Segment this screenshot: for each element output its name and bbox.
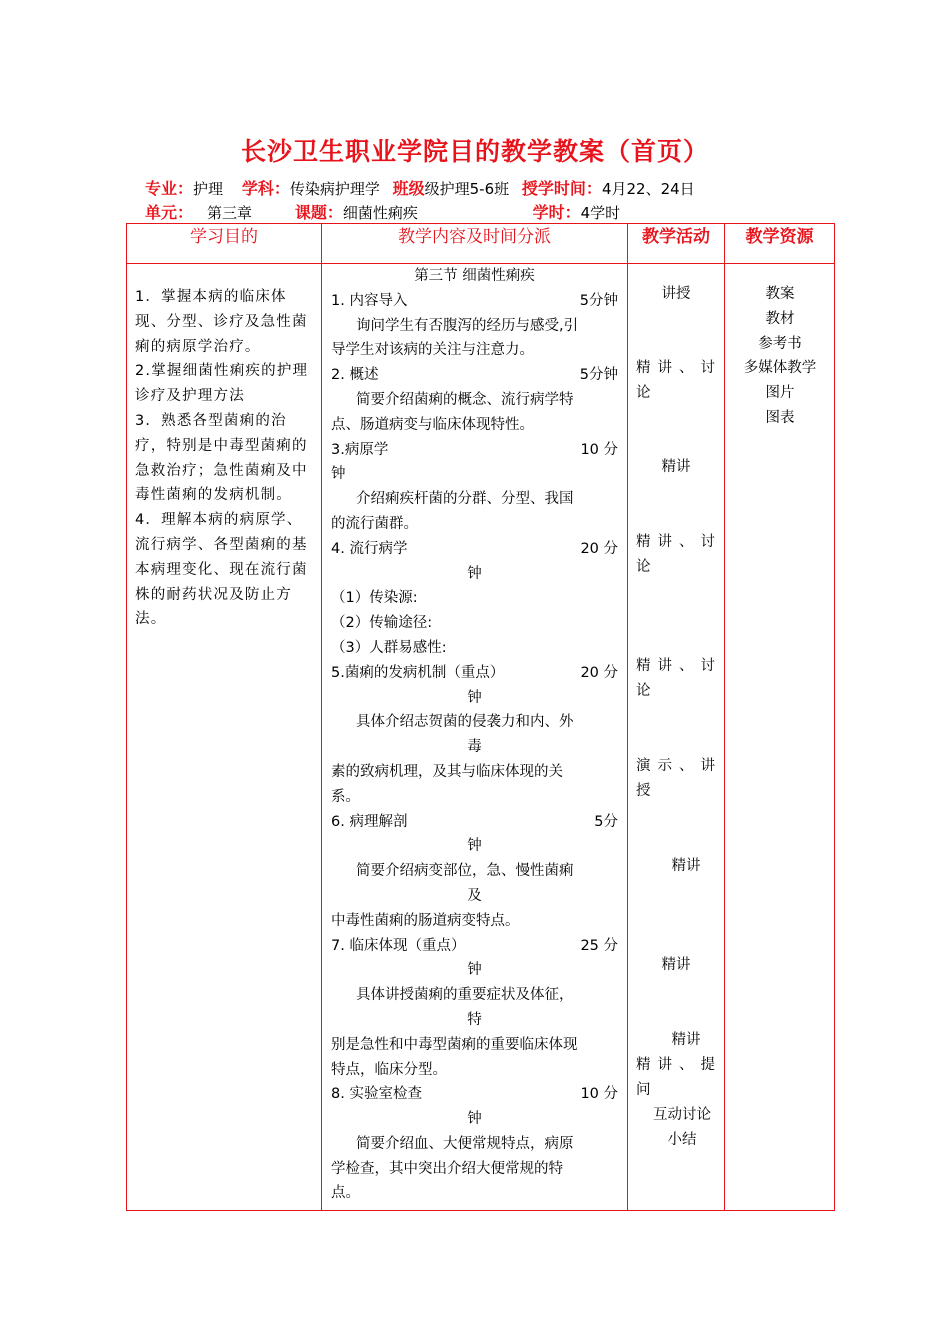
subject-value: 传染病护理学	[289, 180, 380, 198]
item-desc: 系。	[331, 788, 360, 805]
section-title: 第三节 细菌性痢疾	[414, 268, 535, 284]
item-desc: 学检查，其中突出介绍大便常规的特	[331, 1160, 563, 1177]
activity-item: 精讲	[671, 858, 701, 874]
major-value: 护理	[193, 180, 224, 198]
content-item-head: 7. 临床体现（重点） 25 分	[331, 934, 618, 959]
objectives-column	[135, 285, 315, 632]
activity-item: 精讲、讨	[636, 360, 722, 376]
item-time-cont: 钟	[331, 466, 346, 483]
activity-item: 精讲	[661, 957, 691, 973]
item-time: 20 分	[580, 540, 618, 557]
objective-item: 2.掌握细菌性痢疾的护理诊疗及护理方法	[135, 363, 309, 405]
table-border-left	[126, 223, 127, 1211]
item-desc: 的流行菌群。	[331, 515, 418, 532]
activity-item: 论	[636, 385, 651, 401]
unit-value: 第三章	[207, 204, 253, 222]
item-time: 10 分	[580, 1086, 618, 1103]
item-desc: 及	[467, 887, 482, 904]
activity-item: 互动讨论	[653, 1107, 711, 1123]
table-border-bottom	[126, 1210, 835, 1211]
activity-item: 讲授	[661, 286, 691, 302]
item-time-cont: 钟	[467, 962, 482, 979]
resource-item: 多媒体教学	[743, 360, 817, 377]
header-content: 教学内容及时间分派	[398, 227, 551, 247]
activity-item: 精讲、讨	[636, 534, 722, 550]
activity-item: 演示、讲	[636, 758, 722, 774]
subject-label: 学科：	[241, 179, 290, 198]
item-desc: 介绍痢疾杆菌的分群、分型、我国	[356, 491, 574, 508]
item-desc: （1）传染源:	[331, 590, 418, 607]
resource-item: 教案	[765, 286, 795, 302]
activity-item: 精讲	[661, 459, 691, 475]
activity-item: 论	[636, 559, 651, 575]
table-divider-2	[627, 223, 628, 1211]
major-label: 专业：	[145, 179, 194, 198]
objective-item: 4．理解本病的病原学、流行病学、各型菌痢的基本病理变化、现在流行菌株的耐药状况及防止方法。	[135, 512, 308, 628]
item-time: 5分	[594, 813, 618, 830]
item-desc: 简要介绍血、大便常规特点，病原	[356, 1135, 574, 1152]
item-desc: 点。	[331, 1185, 360, 1202]
table-border-right	[834, 223, 835, 1211]
item-desc: 点、肠道病变与临床体现特性。	[331, 416, 534, 433]
content-item-head: 5.菌痢的发病机制（重点） 20 分	[331, 661, 618, 686]
class-value: 级护理5-6班	[424, 180, 510, 198]
item-time-cont: 钟	[467, 838, 482, 855]
header-objectives: 学习目的	[190, 227, 258, 247]
item-time-cont: 钟	[467, 565, 482, 582]
item-desc: （2）传输途径:	[331, 615, 433, 632]
objective-item: 3．熟悉各型菌痢的治疗，特别是中毒型菌痢的急救治疗；急性菌痢及中毒性菌痢的发病机制。	[135, 412, 308, 504]
hours-label: 学时：	[532, 203, 581, 222]
activity-item: 精讲、讨	[636, 658, 722, 674]
content-item-head: 2. 概述 5分钟	[331, 363, 618, 388]
item-time: 20 分	[580, 664, 618, 681]
topic-label: 课题：	[294, 203, 343, 222]
content-item-head: 3.病原学 10 分	[331, 438, 618, 463]
item-desc: 特点，临床分型。	[331, 1061, 447, 1078]
item-time: 25 分	[580, 937, 618, 954]
activity-item: 精讲	[671, 1032, 701, 1048]
time-value: 4月22、24日	[601, 180, 695, 198]
resource-item: 图片	[765, 385, 795, 402]
activity-item: 小结	[667, 1132, 697, 1148]
activity-item: 授	[636, 783, 651, 799]
item-time-cont: 钟	[467, 1111, 482, 1128]
content-item-head: 6. 病理解剖 5分	[331, 810, 618, 835]
topic-value: 细菌性痢疾	[342, 204, 418, 222]
resource-item: 参考书	[758, 335, 802, 352]
content-item-head: 1. 内容导入 5分钟	[331, 289, 618, 314]
activity-item: 论	[636, 683, 651, 699]
item-time: 10 分	[580, 441, 618, 458]
item-desc: 别是急性和中毒型菌痢的重要临床体现	[331, 1036, 578, 1053]
resource-item: 图表	[765, 409, 795, 426]
content-item-head: 8. 实验室检查 10 分	[331, 1082, 618, 1107]
item-desc: 具体介绍志贺菌的侵袭力和内、外	[356, 714, 574, 731]
activity-item: 精讲、提	[636, 1057, 722, 1073]
header-resources: 教学资源	[745, 227, 814, 247]
activity-item: 问	[636, 1082, 651, 1098]
time-label: 授学时间：	[521, 179, 602, 198]
item-desc: 询问学生有否腹泻的经历与感受,引	[356, 317, 579, 334]
unit-label: 单元：	[145, 203, 194, 222]
item-desc: 简要介绍菌痢的概念、流行病学特	[356, 391, 574, 408]
item-desc: 简要介绍病变部位，急、慢性菌痢	[356, 863, 574, 880]
meta-line-2	[145, 200, 620, 223]
item-desc: 中毒性菌痢的肠道病变特点。	[331, 912, 520, 929]
item-time: 5分钟	[579, 292, 618, 309]
resources-column	[730, 282, 830, 431]
item-time: 5分钟	[579, 367, 618, 384]
objective-item: 1．掌握本病的临床体现、分型、诊疗及急性菌痢的病原学治疗。	[135, 289, 308, 355]
meta-line-1	[145, 176, 695, 199]
item-desc: 素的致病机理，及其与临床体现的关	[331, 763, 563, 780]
table-divider-1	[321, 223, 322, 1211]
content-item-head: 4. 流行病学 20 分	[331, 537, 618, 562]
item-time-cont: 钟	[467, 689, 482, 706]
item-desc: 毒	[467, 739, 482, 756]
item-desc: （3）人群易感性:	[331, 639, 447, 656]
resource-item: 教材	[765, 310, 795, 327]
content-column	[331, 264, 618, 1206]
item-desc: 具体讲授菌痢的重要症状及体征，	[356, 987, 574, 1004]
item-desc: 特	[467, 1011, 482, 1028]
hours-value: 4学时	[580, 204, 621, 222]
class-label: 班级	[392, 179, 425, 198]
header-activities: 教学活动	[642, 227, 710, 247]
page-title: 长沙卫生职业学院目的教学教案（首页）	[240, 137, 709, 166]
item-desc: 导学生对该病的关注与注意力。	[331, 342, 534, 359]
